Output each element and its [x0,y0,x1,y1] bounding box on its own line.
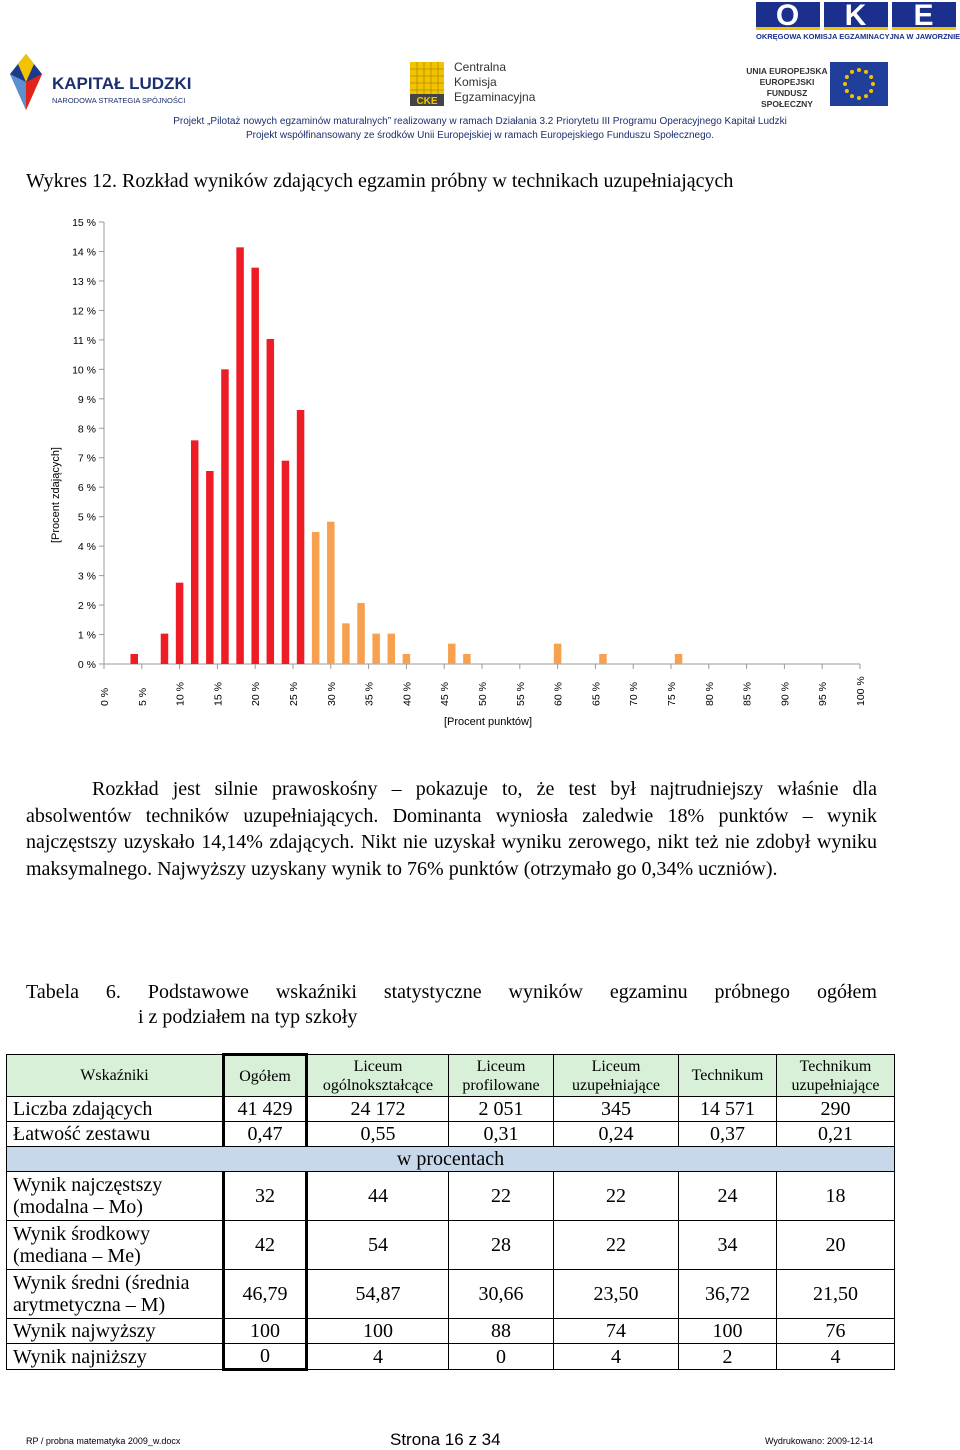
table-cell: 0,55 [307,1122,449,1147]
histogram-bar [176,583,184,664]
y-tick-label: 5 % [77,511,96,524]
eu-star-icon [843,82,847,86]
table-cell: 0,31 [449,1122,554,1147]
table-cell: 44 [307,1172,449,1221]
histogram-bar [161,634,169,664]
oke-letter: O [756,2,820,30]
table-cell: 100 [224,1319,307,1344]
project-line-2: Projekt współfinansowany ze środków Unii Europejskiej w ramach Europejskiego Funduszu Społecznego. [245,130,715,141]
column-header: Ogółem [224,1055,307,1097]
table-cell: 0,21 [777,1122,895,1147]
ue-line: FUNDUSZ SPOŁECZNY [761,88,813,109]
histogram-bar [236,247,244,664]
table-cell: 2 051 [449,1097,554,1122]
ue-logo [742,62,892,108]
x-tick-label: 20 % [250,682,263,706]
kapital-ludzki-title: KAPITAŁ LUDZKI [52,74,192,93]
x-tick-label: 65 % [590,682,603,706]
histogram-bar [312,532,320,664]
caption-word: próbnego [714,981,791,1003]
histogram-bar [463,654,471,664]
caption-line-2: i z podziałem na typ szkoły [138,1006,358,1028]
x-tick-label: 70 % [628,682,641,706]
table-cell: 4 [554,1344,679,1370]
kapital-ludzki-mark-icon [8,52,44,112]
y-tick-label: 6 % [77,482,96,495]
row-label: Wynik średni (średnia arytmetyczna – M) [7,1270,224,1319]
table-cell: 34 [679,1221,777,1270]
cke-grid-icon [410,62,444,106]
table-cell: 54,87 [307,1270,449,1319]
table-cell: 2 [679,1344,777,1370]
table-caption [26,980,877,1030]
table-row [7,1122,895,1147]
table-row [7,1097,895,1122]
eu-star-icon [850,70,854,74]
y-tick-label: 2 % [77,600,96,613]
table-cell: 22 [449,1172,554,1221]
table-row [7,1319,895,1344]
caption-word: 6. [105,981,121,1003]
table-cell: 88 [449,1319,554,1344]
x-axis-label: [Procent punktów] [443,716,533,728]
table-separator-row [7,1147,895,1172]
table-cell: 46,79 [224,1270,307,1319]
cke-line: Centralna [454,60,507,74]
eu-star-icon [864,94,868,98]
table-cell: 21,50 [777,1270,895,1319]
table-cell: 345 [554,1097,679,1122]
y-tick-label: 11 % [72,334,96,347]
caption-word: ogółem [816,981,877,1003]
table-cell: 0,24 [554,1122,679,1147]
x-tick-label: 85 % [741,682,754,706]
table-cell: 4 [307,1344,449,1370]
table-cell: 100 [679,1319,777,1344]
statistics-table [6,1053,895,1371]
eu-star-icon [845,89,849,93]
histogram-bar [388,634,396,664]
table-cell: 22 [554,1221,679,1270]
y-tick-label: 13 % [72,275,96,288]
histogram-bar [357,603,365,664]
analysis-paragraph: Rozkład jest silnie prawoskośny – pokazuje to, że test był najtrudniejszy właśnie dla absolwentów techników uzupełniających. Dominanta wyniosła zaledwie 18% punktów – wynik najczęstszy uzyskało 14,14% zdających. Nikt nie uzyskał wyniku zerowego, nikt też nie zdobył wyniku maksymalnego. Najwyższy uzyskany wynik to 76% punktów (otrzymało go 0,34% uczniów). [26,778,877,880]
histogram-bar [327,522,335,664]
y-tick-label: 4 % [77,541,96,554]
histogram-bar [191,440,199,664]
table-cell: 76 [777,1319,895,1344]
x-tick-label: 15 % [212,682,225,706]
caption-word: wskaźniki [275,981,357,1003]
x-tick-label: 5 % [136,687,149,706]
kapital-ludzki-subtitle: NARODOWA STRATEGIA SPÓJNOŚCI [52,96,186,105]
caption-word: Tabela [26,981,80,1003]
table-cell: 41 429 [224,1097,307,1122]
histogram-chart [0,200,960,740]
x-tick-label: 10 % [174,682,187,706]
table-row [7,1172,895,1221]
column-header: Wskaźniki [7,1055,224,1097]
x-tick-label: 30 % [325,682,338,706]
table-cell: 0 [224,1344,307,1370]
table-cell: 14 571 [679,1097,777,1122]
row-label: Wynik środkowy (mediana – Me) [7,1221,224,1270]
table-cell: 18 [777,1172,895,1221]
table-row [7,1344,895,1370]
oke-letter: E [892,2,956,30]
x-tick-label: 95 % [817,682,830,706]
histogram-bar [403,654,411,664]
table-cell: 30,66 [449,1270,554,1319]
histogram-bar [297,410,305,664]
caption-word: Podstawowe [147,981,249,1003]
histogram-bar [206,471,214,664]
table-cell: 24 172 [307,1097,449,1122]
eu-star-icon [869,89,873,93]
x-tick-label: 25 % [288,682,300,706]
ue-line: UNIA EUROPEJSKA [746,66,828,76]
chart-title: Wykres 12. Rozkład wyników zdających egzamin próbny w technikach uzupełniających [26,170,734,192]
eu-flag-icon [830,62,888,106]
table-cell: 0 [449,1344,554,1370]
table-cell: 100 [307,1319,449,1344]
histogram-bar [675,654,683,664]
row-label: Wynik najczęstszy (modalna – Mo) [7,1172,224,1221]
row-label: Łatwość zestawu [7,1122,224,1147]
row-label: Wynik najniższy [7,1344,224,1370]
cke-logo [410,58,550,110]
row-label: Wynik najwyższy [7,1319,224,1344]
table-cell: 74 [554,1319,679,1344]
y-tick-label: 1 % [77,629,96,642]
table-row [7,1270,895,1319]
caption-word: egzaminu [609,981,688,1003]
histogram-bar [372,634,380,664]
x-tick-label: 35 % [363,682,376,706]
histogram-bar [599,654,607,664]
table-row [7,1221,895,1270]
histogram-bar [554,644,562,664]
y-tick-label: 7 % [77,452,96,465]
table-header-row [7,1055,895,1097]
histogram-bar [130,654,138,664]
table-cell: 23,50 [554,1270,679,1319]
table-cell: 0,37 [679,1122,777,1147]
eu-star-icon [845,75,849,79]
y-tick-label: 14 % [72,246,96,259]
footer-page-number: Strona 16 z 34 [390,1430,501,1449]
y-tick-label: 10 % [72,364,96,377]
kapital-ludzki-logo [8,52,198,118]
column-header: Technikum [679,1055,777,1097]
x-tick-label: 100 % [855,676,867,706]
column-header: Liceum ogólnokształcące [307,1055,449,1097]
ue-line: EUROPEJSKI [759,77,815,87]
histogram-bar [342,623,350,664]
caption-word: statystyczne [383,981,482,1003]
y-tick-label: 3 % [77,570,96,583]
y-axis-label: [Procent zdających] [50,447,62,543]
eu-star-icon [857,96,861,100]
row-label: Liczba zdających [7,1097,224,1122]
table-cell: 4 [777,1344,895,1370]
x-tick-label: 40 % [401,682,414,706]
oke-logo [756,0,960,42]
column-header: Technikum uzupełniające [777,1055,895,1097]
eu-star-icon [857,68,861,72]
table-cell: 22 [554,1172,679,1221]
y-tick-label: 15 % [72,217,96,229]
oke-letter: K [824,2,888,30]
eu-star-icon [864,70,868,74]
histogram-bar [251,268,259,664]
column-header: Liceum uzupełniające [554,1055,679,1097]
column-header: Liceum profilowane [449,1055,554,1097]
x-tick-label: 80 % [703,682,716,706]
eu-star-icon [850,94,854,98]
cke-line: Komisja [454,75,497,89]
separator-label: w procentach [7,1147,895,1172]
y-tick-label: 12 % [72,305,96,318]
footer-print-date: Wydrukowano: 2009-12-14 [765,1436,873,1446]
oke-subtitle: OKRĘGOWA KOMISJA EGZAMINACYJNA W JAWORZNIE [756,32,960,41]
table-cell: 28 [449,1221,554,1270]
table-cell: 42 [224,1221,307,1270]
caption-word: wyników [508,981,583,1003]
project-line-1: Projekt „Pilotaż nowych egzaminów maturalnych” realizowany w ramach Działania 3.2 Priorytetu III Programu Operacyjnego Kapitał Ludzki [173,116,787,127]
y-tick-label: 9 % [77,393,96,406]
footer-filename: RP / probna matematyka 2009_w.docx [26,1436,181,1446]
x-tick-label: 45 % [439,682,452,706]
table-cell: 0,47 [224,1122,307,1147]
table-cell: 32 [224,1172,307,1221]
eu-star-icon [871,82,875,86]
histogram-bar [267,339,275,664]
eu-star-icon [869,75,873,79]
table-cell: 20 [777,1221,895,1270]
table-cell: 24 [679,1172,777,1221]
y-tick-label: 0 % [77,659,96,671]
x-tick-label: 60 % [552,682,565,706]
histogram-bar [282,461,290,664]
x-tick-label: 75 % [666,682,678,706]
histogram-bar [448,644,456,664]
table-cell: 290 [777,1097,895,1122]
cke-mark-text: CKE [416,96,438,106]
table-cell: 54 [307,1221,449,1270]
y-tick-label: 8 % [77,423,96,436]
histogram-bar [221,369,229,664]
cke-line: Egzaminacyjna [454,90,536,104]
x-tick-label: 55 % [514,682,527,706]
table-cell: 36,72 [679,1270,777,1319]
x-tick-label: 50 % [477,682,489,706]
x-tick-label: 90 % [779,682,792,706]
x-tick-label: 0 % [99,687,111,706]
